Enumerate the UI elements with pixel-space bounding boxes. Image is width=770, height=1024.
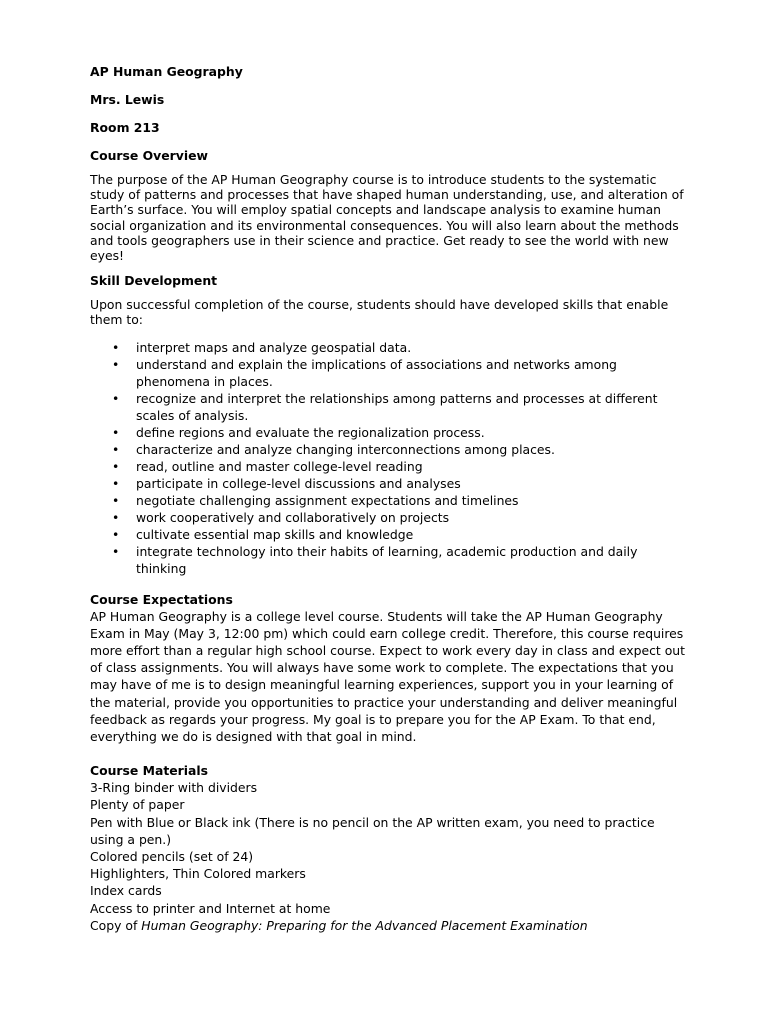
- course-title: AP Human Geography: [90, 64, 243, 79]
- list-item: • understand and explain the implications of associations and networks among phenomena in places.: [112, 356, 617, 389]
- overview-heading: Course Overview: [90, 148, 208, 163]
- list-item: • define regions and evaluate the regionalization process.: [112, 424, 485, 440]
- expectations-heading: Course Expectations: [90, 591, 233, 607]
- bullet-icon: •: [112, 509, 120, 525]
- skills-heading: Skill Development: [90, 273, 218, 289]
- list-item: • negotiate challenging assignment expectations and timelines: [112, 492, 519, 508]
- list-item: • recognize and interpret the relationships among patterns and processes at different scales of analysis.: [112, 390, 658, 423]
- list-item: 3-Ring binder with dividers: [90, 780, 258, 796]
- overview-text: The purpose of the AP Human Geography course is to introduce students to the systematic study of patterns and processes that have shaped human understanding, use, and alteration of Earth’s surface. You will employ spatial concepts and landscape analysis to examine human social organization and its environmental consequences. You will also learn about the methods and tools geographers use in their science and practice. Get ready to see the world with new eyes!: [90, 172, 684, 264]
- list-item: Highlighters, Thin Colored markers: [90, 866, 306, 882]
- textbook-prefix: Copy of: [90, 917, 142, 933]
- room-number: Room 213: [90, 120, 160, 135]
- bullet-icon: •: [112, 390, 120, 406]
- bullet-icon: •: [112, 458, 120, 474]
- list-item: • read, outline and master college-level reading: [112, 458, 423, 474]
- document-page: [90, 62, 690, 934]
- list-item: • cultivate essential map skills and knowledge: [112, 526, 414, 542]
- bullet-icon: •: [112, 441, 120, 457]
- bullet-icon: •: [112, 356, 120, 372]
- bullet-icon: •: [112, 475, 120, 491]
- list-item: • integrate technology into their habits of learning, academic production and daily thinking: [112, 543, 638, 576]
- list-item: • characterize and analyze changing interconnections among places.: [112, 441, 555, 457]
- materials-heading: Course Materials: [90, 763, 208, 779]
- materials-list: [90, 779, 690, 934]
- bullet-icon: •: [112, 339, 120, 355]
- expectations-text: AP Human Geography is a college level course. Students will take the AP Human Geography Exam in May (May 3, 12:00 pm) which could earn college credit. Therefore, this course requires more effort than a regular high school course. Expect to work every day in class and expect out of class assignments. You will always have some work to complete. The expectations that you may have of me is to design meaningful learning experiences, support you in your learning of the material, provide you opportunities to practice your understanding and deliver meaningful feedback as regards your progress. My goal is to prepare you for the AP Exam. To that end, everything we do is designed with that goal in mind.: [90, 608, 685, 745]
- list-item: Pen with Blue or Black ink (There is no pencil on the AP written exam, you need to practice using a pen.): [90, 814, 655, 847]
- bullet-icon: •: [112, 526, 120, 542]
- skills-list: [90, 339, 690, 577]
- bullet-icon: •: [112, 424, 120, 440]
- list-item: Access to printer and Internet at home: [90, 900, 331, 916]
- list-item: • participate in college-level discussions and analyses: [112, 475, 461, 491]
- list-item: Colored pencils (set of 24): [90, 849, 254, 865]
- header-block: [90, 62, 690, 138]
- list-item: [90, 917, 690, 934]
- bullet-icon: •: [112, 543, 120, 559]
- list-item: • interpret maps and analyze geospatial data.: [112, 339, 412, 355]
- list-item: Index cards: [90, 883, 162, 899]
- list-item: • work cooperatively and collaboratively on projects: [112, 509, 450, 525]
- list-item: Plenty of paper: [90, 797, 185, 813]
- textbook-title: Human Geography: Preparing for the Advanced Placement Examination: [141, 917, 588, 933]
- teacher-name: Mrs. Lewis: [90, 92, 165, 107]
- bullet-icon: •: [112, 492, 120, 508]
- skills-intro: Upon successful completion of the course, students should have developed skills that enable them to:: [90, 297, 669, 328]
